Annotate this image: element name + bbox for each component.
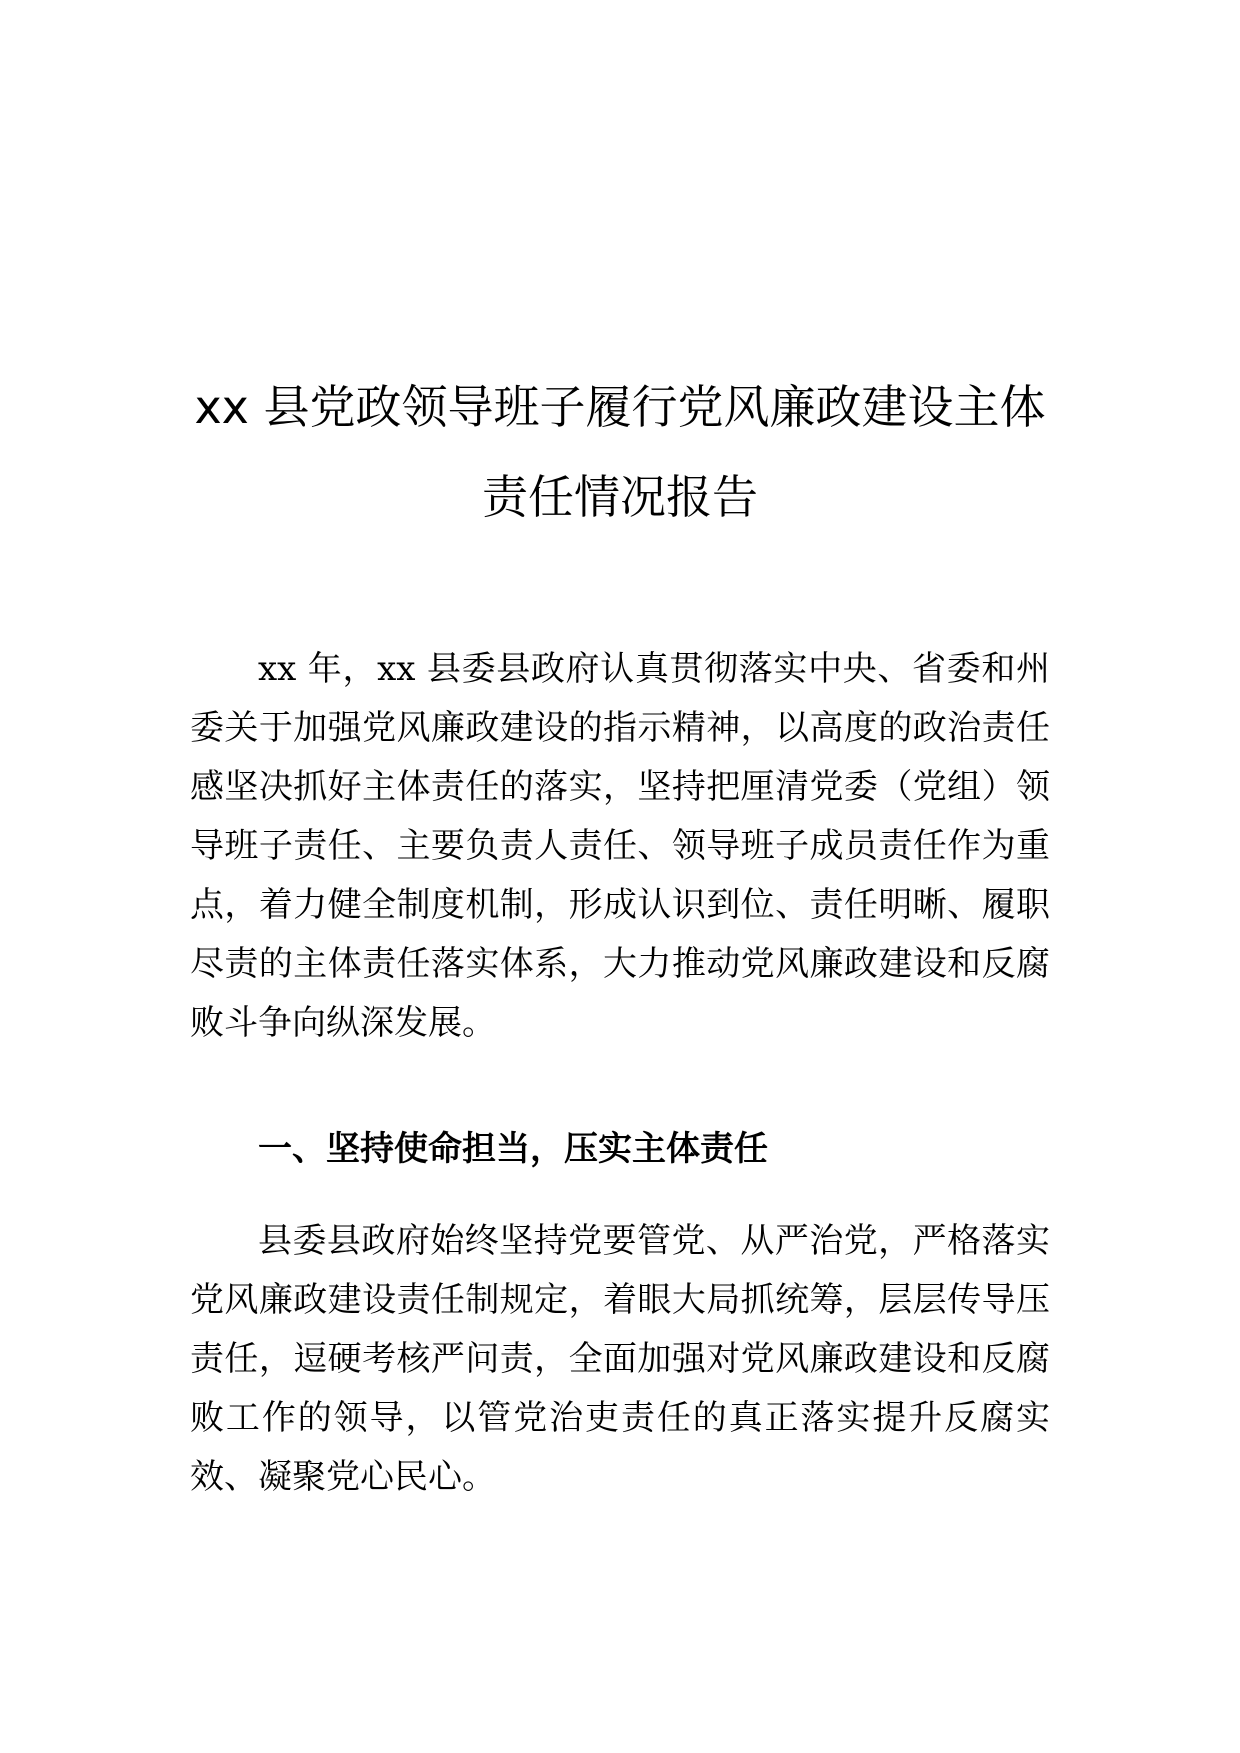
document-title <box>190 362 1050 542</box>
paragraph-section-1: 县委县政府始终坚持党要管党、从严治党，严格落实党风廉政建设责任制规定，着眼大局抓统筹，层层传导压责任，逗硬考核严问责，全面加强对党风廉政建设和反腐败工作的领导，以管党治吏责任的真正落实提升反腐实效、凝聚党心民心。 <box>190 1221 1050 1497</box>
section-heading-1: 一、坚持使命担当，压实主体责任 <box>258 1129 768 1169</box>
paragraph-intro: xx 年，xx 县委县政府认真贯彻落实中央、省委和州委关于加强党风廉政建设的指示精神，以高度的政治责任感坚决抓好主体责任的落实，坚持把厘清党委（党组）领导班子责任、主要负责人责任、领导班子成员责任作为重点，着力健全制度机制，形成认识到位、责任明晰、履职尽责的主体责任落实体系，大力推动党风廉政建设和反腐败斗争向纵深发展。 <box>190 649 1050 1043</box>
title-line-1: xx 县党政领导班子履行党风廉政建设主体 <box>194 380 1046 434</box>
title-line-2: 责任情况报告 <box>482 470 758 524</box>
